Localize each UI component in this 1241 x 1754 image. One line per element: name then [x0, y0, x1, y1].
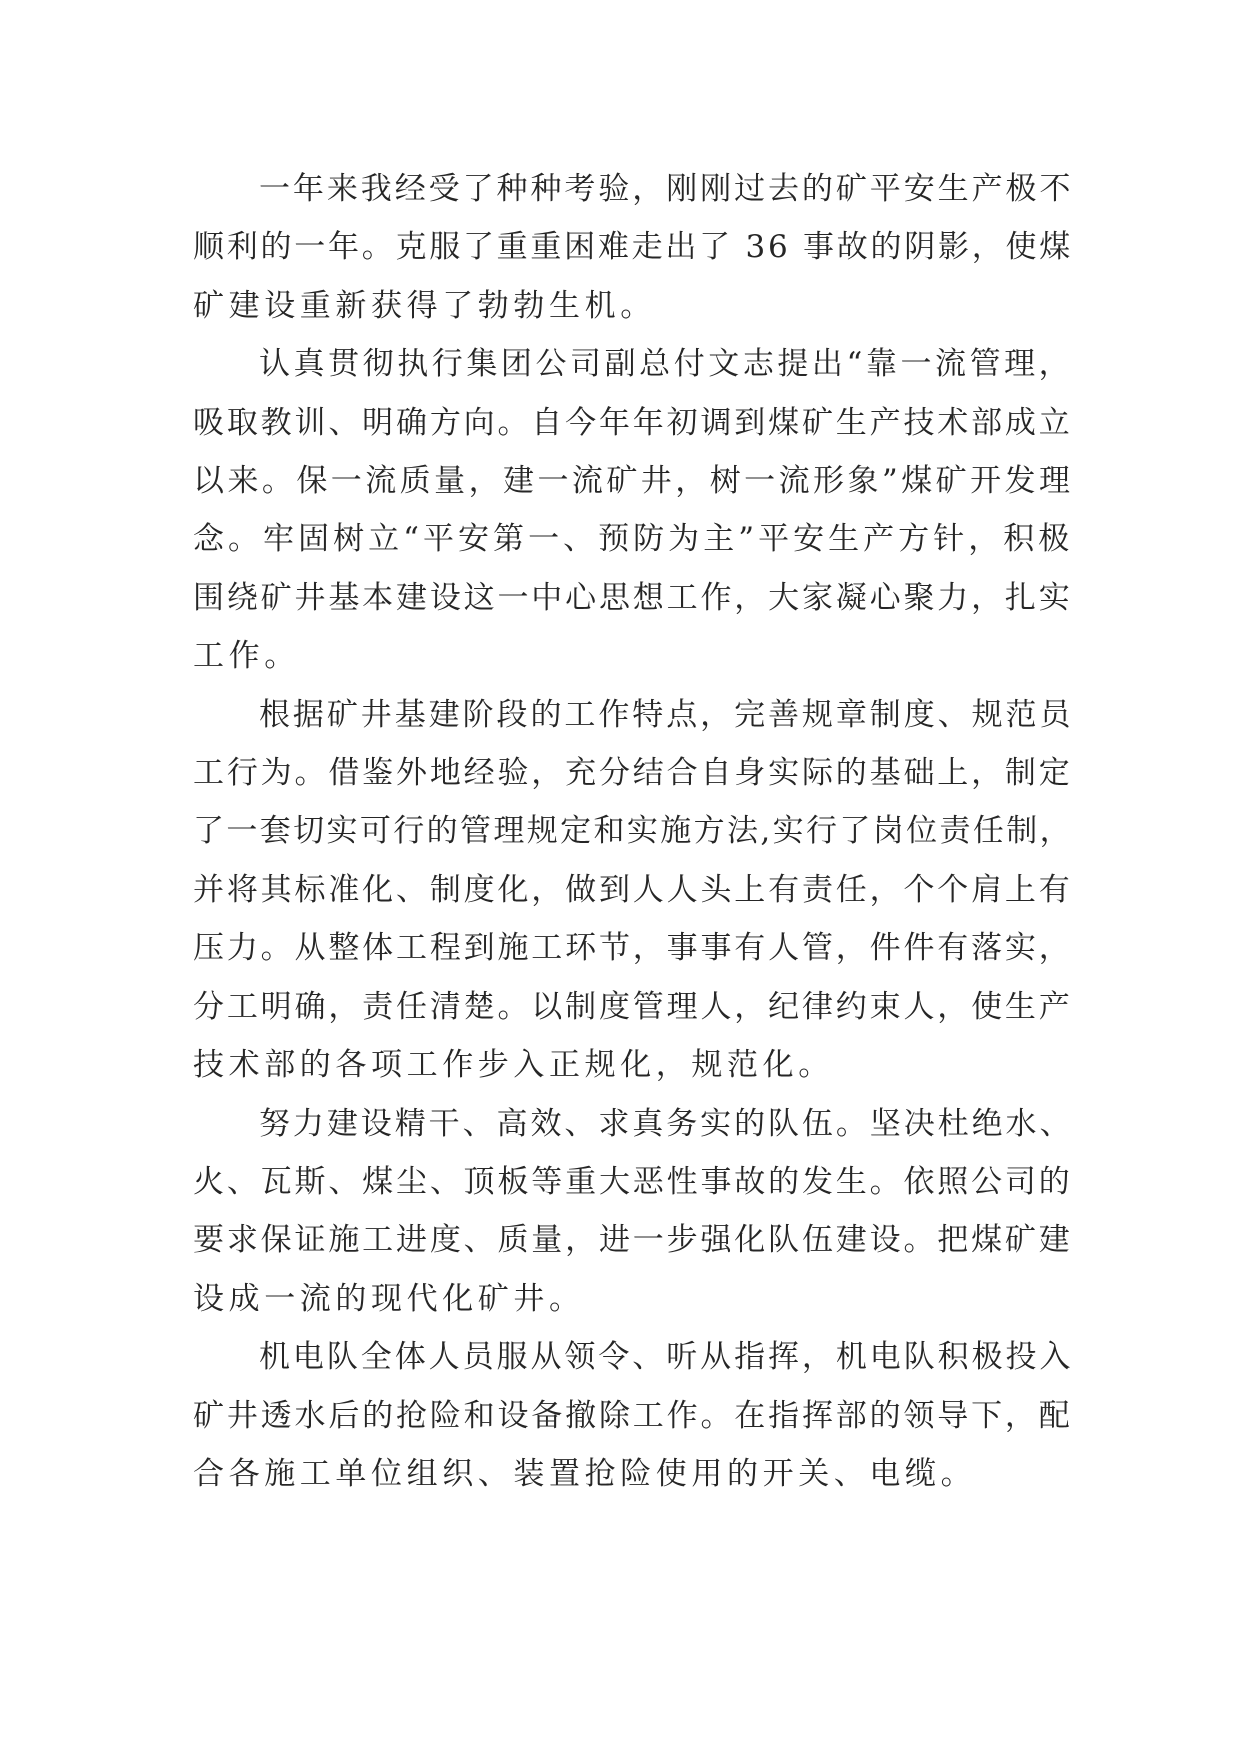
- text-line: 合各施工单位组织、装置抢险使用的开关、电缆。: [193, 1455, 977, 1492]
- text-line: 要求保证施工进度、质量，进一步强化队伍建设。把煤矿建: [193, 1222, 1073, 1259]
- text-line: 矿井透水后的抢险和设备撤除工作。在指挥部的领导下，配: [193, 1397, 1073, 1434]
- text-line: 一年来我经受了种种考验，刚刚过去的矿平安生产极不: [259, 171, 1074, 207]
- text-line: 设成一流的现代化矿井。: [193, 1280, 585, 1317]
- text-line: 围绕矿井基本建设这一中心思想工作，大家凝心聚力，扎实: [193, 579, 1073, 616]
- text-line: 顺利的一年。克服了重重困难走出了 36 事故的阴影，使煤: [193, 229, 1073, 266]
- paragraph-4: [193, 1095, 1073, 1329]
- text-line: 根据矿井基建阶段的工作特点，完善规章制度、规范员: [259, 696, 1074, 733]
- text-line: 工作。: [193, 638, 300, 675]
- paragraph-3: [193, 686, 1073, 1095]
- text-line: 压力。从整体工程到施工环节，事事有人管，件件有落实，: [193, 930, 1073, 967]
- text-line: 技术部的各项工作步入正规化，规范化。: [193, 1047, 834, 1084]
- text-line: 认真贯彻执行集团公司副总付文志提出“靠一流管理，: [259, 346, 1074, 383]
- text-line: 了一套切实可行的管理规定和实施方法,实行了岗位责任制，: [193, 813, 1074, 850]
- text-line: 矿建设重新获得了勃勃生机。: [193, 287, 656, 324]
- text-line: 分工明确，责任清楚。以制度管理人，纪律约束人，使生产: [193, 988, 1073, 1025]
- text-line: 并将其标准化、制度化，做到人人头上有责任，个个肩上有: [193, 871, 1073, 908]
- text-line: 机电队全体人员服从领令、听从指挥，机电队积极投入: [259, 1339, 1074, 1376]
- text-line: 念。牢固树立“平安第一、预防为主”平安生产方针，积极: [193, 521, 1074, 558]
- text-line: 工行为。借鉴外地经验，充分结合自身实际的基础上，制定: [193, 755, 1073, 792]
- text-line: 努力建设精干、高效、求真务实的队伍。坚决杜绝水、: [259, 1105, 1074, 1142]
- text-line: 火、瓦斯、煤尘、顶板等重大恶性事故的发生。依照公司的: [193, 1163, 1073, 1200]
- paragraph-1: [193, 160, 1073, 335]
- paragraph-2: [193, 335, 1073, 685]
- paragraph-5: [193, 1328, 1073, 1503]
- text-line: 以来。保一流质量，建一流矿井，树一流形象”煤矿开发理: [193, 463, 1074, 500]
- text-line: 吸取教训、明确方向。自今年年初调到煤矿生产技术部成立: [193, 404, 1073, 441]
- document-body: [193, 160, 1073, 1503]
